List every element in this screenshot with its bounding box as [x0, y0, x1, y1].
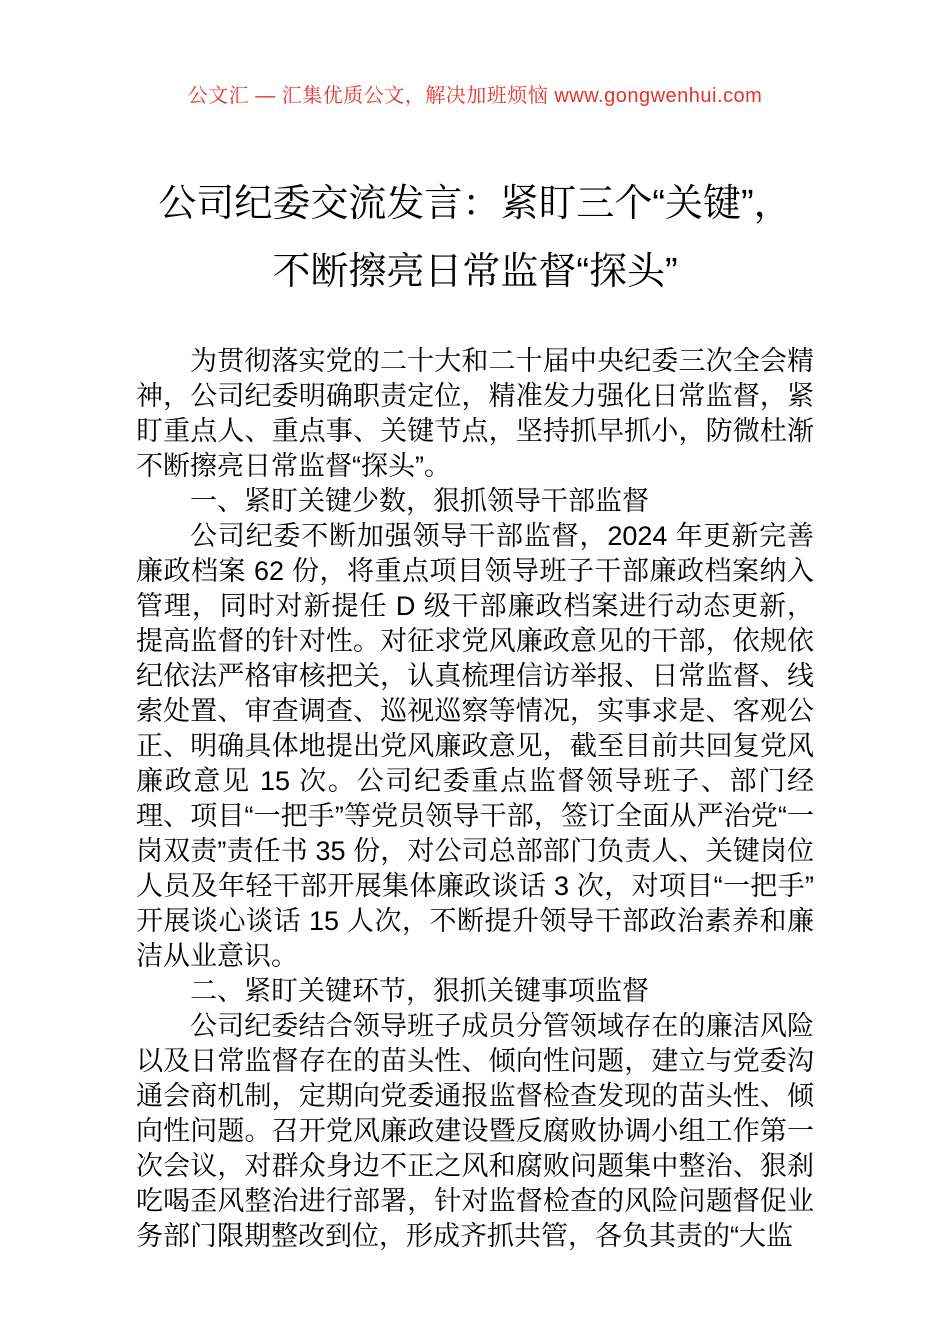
- document-body: [136, 344, 814, 1254]
- document-title: [95, 170, 855, 306]
- title-line-1: 公司纪委交流发言：紧盯三个“关键”，: [158, 183, 792, 225]
- body-paragraph: 公司纪委不断加强领导干部监督，2024 年更新完善廉政档案 62 份，将重点项目领导班子干部廉政档案纳入管理，同时对新提任 D 级干部廉政档案进行动态更新，提高监督的针对性。对征求党风廉政意见的干部，依规依纪依法严格审核把关，认真梳理信访举报、日常监督、线索处置、审查调查、巡视巡察等情况，实事求是、客观公正、明确具体地提出党风廉政意见，截至目前共回复党风廉政意见 15 次。公司纪委重点监督领导班子、部门经理、项目“一把手”等党员领导干部，签订全面从严治党“一岗双责”责任书 35 份，对公司总部部门负责人、关键岗位人员及年轻干部开展集体廉政谈话 3 次，对项目“一把手”开展谈心谈话 15 人次，不断提升领导干部政治素养和廉洁从业意识。: [136, 521, 814, 971]
- body-paragraph: 为贯彻落实党的二十大和二十届中央纪委三次全会精神，公司纪委明确职责定位，精准发力强化日常监督，紧盯重点人、重点事、关键节点，坚持抓早抓小，防微杜渐不断擦亮日常监督“探头”。: [136, 346, 814, 481]
- section-heading: 二、紧盯关键环节，狠抓关键事项监督: [190, 976, 649, 1006]
- watermark-header: 公文汇 — 汇集优质公文，解决加班烦恼 www.gongwenhui.com: [187, 85, 763, 107]
- body-paragraph: 公司纪委结合领导班子成员分管领域存在的廉洁风险以及日常监督存在的苗头性、倾向性问题，建立与党委沟通会商机制，定期向党委通报监督检查发现的苗头性、倾向性问题。召开党风廉政建设暨反腐败协调小组工作第一次会议，对群众身边不正之风和腐败问题集中整治、狠刹吃喝歪风整治进行部署，针对监督检查的风险问题督促业务部门限期整改到位，形成齐抓共管，各负其责的“大监: [136, 1011, 814, 1251]
- section-heading: 一、紧盯关键少数，狠抓领导干部监督: [190, 486, 649, 516]
- title-line-2: 不断擦亮日常监督“探头”: [272, 251, 678, 293]
